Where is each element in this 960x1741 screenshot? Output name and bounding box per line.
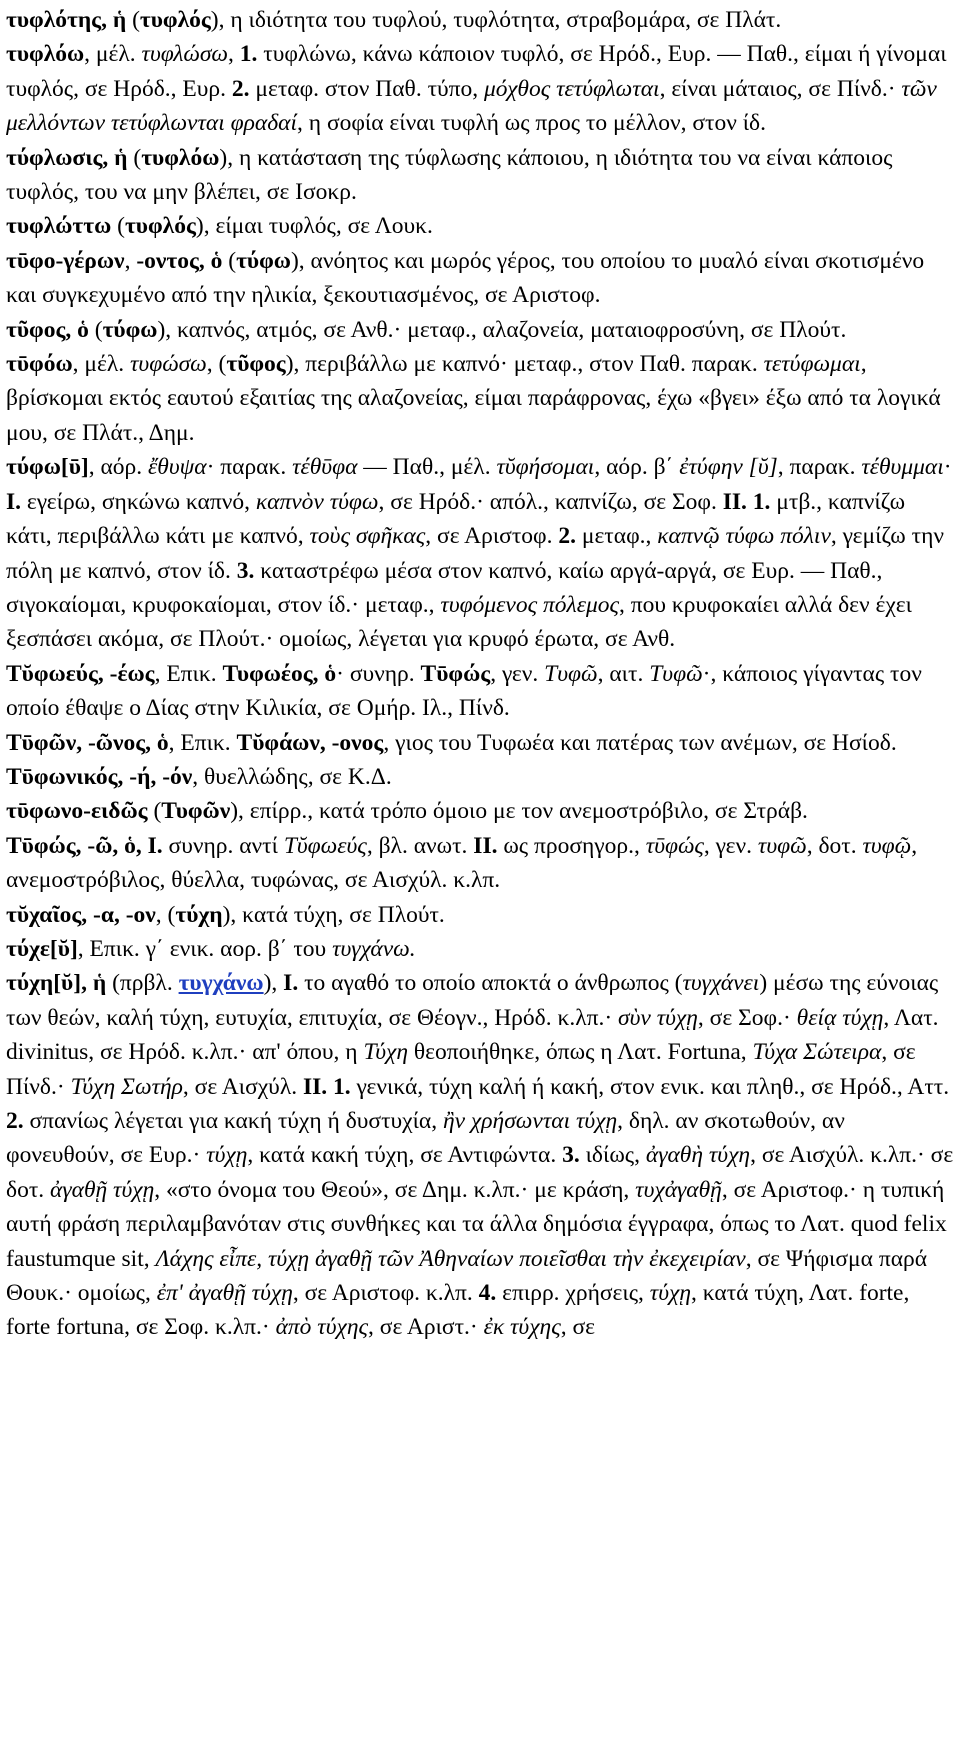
headword-text: τύφω [102, 316, 158, 343]
italic-citation-text: ἀπὸ τύχης [275, 1314, 369, 1341]
definition-text: , αόρ. β΄ [594, 454, 680, 481]
definition-text: , γιος του Τυφωέα και πατέρας των ανέμων, σε Ησίοδ. [383, 729, 897, 756]
definition-text: , γεν. [703, 832, 758, 859]
definition-text: ( [222, 247, 237, 274]
italic-citation-text: Τύχη [363, 1039, 409, 1066]
headword-text: τύφλωσις, ἡ [6, 144, 128, 171]
definition-text: , σε [560, 1314, 596, 1341]
definition-text: τυφλώνω, κάνω κάποιον τυφλό, σε Ηρόδ., Ευρ. — Παθ., είμαι ή γίνομαι τυφλός, σε Ηρόδ., Ευρ. [6, 41, 947, 102]
definition-text: , δηλ. αν σκοτωθούν, αν φονευθούν, σε Ευρ.· [6, 1108, 845, 1169]
italic-citation-text: καπνῷ τύφω πόλιν [657, 523, 831, 550]
headword-text: τῡφόω [6, 351, 73, 378]
definition-text: — Παθ., μέλ. [357, 454, 497, 481]
headword-text: Τῠφάων, -ονος [236, 729, 384, 756]
italic-citation-text: καπνὸν τύφω [255, 488, 379, 515]
headword-text: II. [473, 832, 498, 859]
dictionary-entry-tyfonikos [6, 760, 954, 794]
headword-text: 1. [239, 41, 258, 68]
definition-text: , γεμίζω την πόλη με καπνό, στον ίδ. [6, 523, 944, 584]
definition-text: , σε Πίνδ.· [6, 1039, 916, 1100]
headword-text: Τυφωέος, ὁ [222, 660, 337, 687]
italic-citation-text: τυγχάνω. [332, 935, 416, 962]
headword-text: τύφω [236, 247, 291, 274]
italic-citation-text: τυφῷ [862, 832, 912, 859]
italic-citation-text: τυχἀγαθῇ [635, 1176, 722, 1203]
definition-text: , θυελλώδης, σε Κ.Δ. [192, 763, 392, 790]
dictionary-entry-tyche1 [6, 932, 954, 966]
italic-citation-text: ἐπ' ἀγαθῇ τύχῃ [156, 1280, 293, 1307]
italic-citation-text: τετύφωμαι [763, 351, 861, 378]
dictionary-entry-tyfonoeidos [6, 794, 954, 828]
italic-citation-text: τέθυμμαι [861, 454, 944, 481]
italic-citation-text: θείᾳ τύχῃ [796, 1004, 884, 1031]
dictionary-entry-tyflotes [6, 3, 954, 37]
cross-reference-link[interactable]: τυγχάνω [178, 970, 264, 997]
italic-citation-text: τυφλώσω [141, 41, 229, 68]
definition-text: , η σοφία είναι τυφλή ως προς το μέλλον, στον ίδ. [297, 110, 767, 137]
headword-text: τῦφος, ὁ [6, 316, 89, 343]
italic-citation-text: μόχθος τετύφλωται [484, 75, 660, 102]
definition-text: ( [147, 798, 162, 825]
headword-text: τύχη [175, 901, 223, 928]
definition-text: ( [126, 7, 140, 33]
definition-text: , μέλ. [72, 351, 130, 378]
italic-citation-text: ἐτύφην [ῠ] [679, 454, 778, 481]
definition-text: ( [111, 213, 125, 240]
italic-citation-text: ἢν χρήσωνται τύχῃ [442, 1108, 618, 1134]
italic-citation-text: τέθῡφα [292, 454, 358, 481]
headword-text: II. 1. [722, 488, 771, 515]
headword-text: 2. [231, 75, 250, 102]
definition-text: , γεν. [490, 660, 545, 687]
italic-citation-text: ἐκ τύχης [483, 1314, 561, 1341]
italic-citation-text: τύχῃ [649, 1280, 691, 1307]
definition-text: ·, κάποιος γίγαντας τον οποίο έθαψε ο Δίας στην Κιλικία, σε Ομήρ. Ιλ., Πίνδ. [6, 660, 922, 722]
headword-text: Τῡφωνικός, -ή, -όν [6, 763, 193, 790]
dictionary-entry-tyfon [6, 726, 954, 760]
dictionary-entry-tyche2 [6, 966, 954, 1344]
definition-text: καταστρέφω μέσα στον καπνό, καίω αργά-αργά, σε Ευρ. — Παθ., σιγοκαίομαι, κρυφοκαίομαι, στον ίδ.· μεταφ., [6, 557, 883, 618]
italic-citation-text: τυφῶ [757, 832, 807, 859]
definition-text: , αιτ. [597, 660, 650, 687]
dictionary-entry-tyflosis [6, 141, 954, 210]
definition-text: , Επικ. [168, 729, 237, 756]
italic-citation-text: Τύχα Σώτειρα [752, 1039, 882, 1066]
definition-text: ( [88, 316, 103, 343]
definition-text: , σε Ψήφισμα παρά Θουκ.· ομοίως, [6, 1245, 928, 1307]
definition-text: μτβ., καπνίζω κάτι, περιβάλλω κάτι με καπνό, [6, 488, 906, 550]
italic-citation-text: τυφώσω [130, 351, 207, 378]
definition-text: ), η κατάσταση της τύφλωσης κάποιου, η ιδιότητα του να είναι κάποιος τυφλός, του να μην βλέπει, σε Ισοκρ. [6, 144, 893, 206]
headword-text: τῠχαῖος, -α, -ον [6, 901, 156, 928]
definition-text: , «στο όνομα του Θεού», σε Δημ. κ.λπ.· με κράση, [154, 1176, 636, 1203]
definition-text: ) μέσω της εύνοιας των θεών, καλή τύχη, ευτυχία, επιτυχία, σε Θέογν., Ηρόδ. κ.λπ.· [6, 970, 939, 1031]
definition-text: ), ανόητος και μωρός γέρος, του οποίου το μυαλό είναι σκοτισμένο και συγκεχυμένο από την ηλικία, ξεκουτιασμένος, σε Αριστοφ. [6, 247, 925, 309]
definition-text: · [943, 454, 952, 481]
dictionary-entry-tyfloo [6, 37, 954, 140]
definition-text: , αόρ. [88, 454, 149, 481]
definition-text: , κατά κακή τύχη, σε Αντιφώντα. [247, 1142, 563, 1169]
definition-text: ), είμαι τυφλός, σε Λουκ. [195, 213, 433, 240]
definition-text: , σε Αριστοφ.· η τυπική αυτή φράση περιλαμβανόταν στις συνθήκες και τα άλλα δημόσια έγγραφα, όπως το Λατ. quod felix faustumque sit, [6, 1176, 947, 1272]
dictionary-entry-tyfo [6, 450, 954, 656]
headword-text: τύφω[ῡ] [6, 454, 89, 481]
definition-text: , σε Αριστοφ. [425, 523, 559, 550]
headword-text: Τῡφώς [420, 660, 491, 687]
definition-text: , σε Ηρόδ.· απόλ., καπνίζω, σε Σοφ. [378, 488, 723, 515]
headword-text: τῡφωνο-ειδῶς [6, 798, 148, 825]
italic-citation-text: ἔθυψα [148, 454, 207, 481]
definition-text: , Επικ. γ΄ ενικ. αορ. β΄ του [77, 935, 333, 962]
definition-text: , παρακ. [777, 454, 862, 481]
italic-citation-text: τυφόμενος πόλεμος [440, 591, 620, 618]
headword-text: τυφλόω [6, 41, 85, 68]
dictionary-entry-tychaios [6, 898, 954, 932]
italic-citation-text: σὺν τύχῃ [618, 1004, 698, 1031]
italic-citation-text: ἀγαθῇ τύχῃ [50, 1176, 155, 1203]
headword-text: Τῡφώς, -ῶ, ὁ, I. [6, 832, 163, 859]
definition-text: , είναι μάταιος, σε Πίνδ.· [659, 75, 902, 102]
headword-text: Τῡφῶν, -ῶνος, ὁ [6, 729, 169, 756]
definition-text: συνηρ. αντί [162, 832, 284, 859]
definition-text: , [124, 247, 137, 274]
definition-text: (πρβλ. [106, 970, 179, 997]
definition-text: , ( [206, 351, 227, 378]
headword-text: τῡφο-γέρων [6, 247, 125, 274]
definition-text: μεταφ., [575, 523, 658, 550]
definition-text: γενικά, τύχη καλή ή κακή, στον ενικ. και πληθ., σε Ηρόδ., Αττ. [350, 1073, 950, 1100]
definition-text: θεοποιήθηκε, όπως η Λατ. Fortuna, [408, 1039, 753, 1066]
definition-text: ), περιβάλλω με καπνό· μεταφ., στον Παθ. παρακ. [285, 351, 764, 378]
definition-text: , δοτ. [806, 832, 863, 859]
headword-text: 3. [562, 1142, 580, 1169]
definition-text: ), [263, 970, 284, 997]
definition-text: το αγαθό το οποίο αποκτά ο άνθρωπος ( [298, 970, 683, 997]
headword-text: Τυφῶν [161, 798, 231, 825]
italic-citation-text: Τύχη Σωτήρ [70, 1073, 183, 1100]
definition-text: εγείρω, σηκώνω καπνό, [21, 488, 256, 515]
headword-text: τῦφος [226, 351, 286, 378]
headword-text: τύχε[ῠ] [6, 935, 78, 962]
headword-text: II. 1. [302, 1073, 351, 1100]
definition-text: μεταφ. στον Παθ. τύπο, [249, 75, 485, 102]
italic-citation-text: τύχῃ [206, 1142, 248, 1169]
headword-text: τυφλός [124, 213, 196, 240]
dictionary-entry-tyfoeus [6, 657, 954, 726]
definition-text: , σε Αριστοφ. κ.λπ. [292, 1280, 479, 1307]
italic-citation-text: ἀγαθὴ τύχη [645, 1142, 751, 1169]
headword-text: I. [6, 488, 22, 515]
headword-text: 2. [558, 523, 576, 550]
definition-text: , βλ. ανωτ. [366, 832, 474, 859]
definition-text: σπανίως λέγεται για κακή τύχη ή δυστυχία, [23, 1108, 443, 1134]
definition-text: , [228, 41, 240, 68]
headword-text: τυφλότης, ἡ [6, 7, 127, 33]
headword-text: -οντος, ὁ [136, 247, 223, 274]
definition-text: , σε Αριστ.· [368, 1314, 484, 1341]
headword-text: 4. [478, 1280, 497, 1307]
definition-text: , ( [155, 901, 176, 928]
definition-text: , σε Αισχύλ. κ.λπ.· σε δοτ. [6, 1142, 954, 1203]
definition-text: ως προσηγορ., [497, 832, 646, 859]
headword-text: τυφλώττω [6, 213, 112, 240]
dictionary-entry-tyfos2 [6, 829, 954, 898]
definition-text: ), καπνός, ατμός, σε Ανθ.· μεταφ., αλαζονεία, ματαιοφροσύνη, σε Πλούτ. [157, 316, 847, 343]
definition-text: , σε Αισχύλ. [182, 1073, 303, 1100]
italic-citation-text: τῶν μελλόντων τετύφλωνται φραδαί [6, 75, 937, 137]
italic-citation-text: Τῠφωεύς [283, 832, 367, 859]
headword-text: τύχη[ῠ], ἡ [6, 970, 107, 997]
dictionary-entry-tyfoo [6, 347, 954, 450]
definition-text: ), επίρρ., κατά τρόπο όμοιο με τον ανεμοστρόβιλο, σε Στράβ. [230, 798, 808, 825]
definition-text: , που κρυφοκαίει αλλά δεν έχει ξεσπάσει ακόμα, σε Πλούτ.· ομοίως, λέγεται για κρυφό έρωτα, σε Ανθ. [6, 591, 912, 653]
definition-text: , ανεμοστρόβιλος, θύελλα, τυφώνας, σε Αισχύλ. κ.λπ. [6, 832, 918, 894]
dictionary-entry-tyfogeron [6, 244, 954, 313]
italic-citation-text: Λάχης εἶπε, τύχῃ ἀγαθῇ τῶν Ἀθηναίων ποιεῖσθαι τὴν ἐκεχειρίαν [155, 1245, 746, 1272]
definition-text: ), κατά τύχη, σε Πλούτ. [222, 901, 445, 928]
definition-text: , βρίσκομαι εκτός εαυτού εξαιτίας της αλαζονείας, είμαι παράφρονας, έχω «βγει» έξω από τα λογικά μου, σε Πλάτ., Δημ. [6, 351, 941, 446]
headword-text: τυφλόω [141, 144, 220, 171]
definition-text: , κατά τύχη, Λατ. forte, forte fortuna, σε Σοφ. κ.λπ.· [6, 1280, 910, 1341]
definition-text: , σε Σοφ.· [697, 1004, 797, 1031]
italic-citation-text: Τυφῶ [649, 660, 703, 687]
definition-text: , μέλ. [84, 41, 142, 68]
definition-text: ( [127, 144, 142, 171]
headword-text: 3. [236, 557, 255, 584]
headword-text: Τῠφωεύς, -έως [6, 660, 155, 687]
definition-text: ιδίως, [579, 1142, 646, 1169]
definition-text: ), η ιδιότητα του τυφλού, τυφλότητα, στραβομάρα, σε Πλάτ. [210, 7, 782, 33]
dictionary-entry-tyflotto [6, 209, 954, 243]
headword-text: 2. [6, 1108, 24, 1134]
definition-text: επιρρ. χρήσεις, [496, 1280, 650, 1307]
definition-text: · συνηρ. [336, 660, 421, 687]
headword-text: τυφλός [139, 7, 211, 33]
italic-citation-text: τῠφήσομαι [496, 454, 595, 481]
italic-citation-text: τοὺς σφῆκας [309, 523, 426, 550]
dictionary-entry-tyfos [6, 313, 954, 347]
italic-citation-text: τῡφώς [645, 832, 704, 859]
definition-text: , Επικ. [154, 660, 223, 687]
headword-text: I. [283, 970, 299, 997]
italic-citation-text: τυγχάνει [682, 970, 760, 997]
italic-citation-text: Τυφῶ [544, 660, 598, 687]
definition-text: , Λατ. divinitus, σε Ηρόδ. κ.λπ.· απ' όπου, η [6, 1004, 939, 1066]
definition-text: · παρακ. [206, 454, 293, 481]
